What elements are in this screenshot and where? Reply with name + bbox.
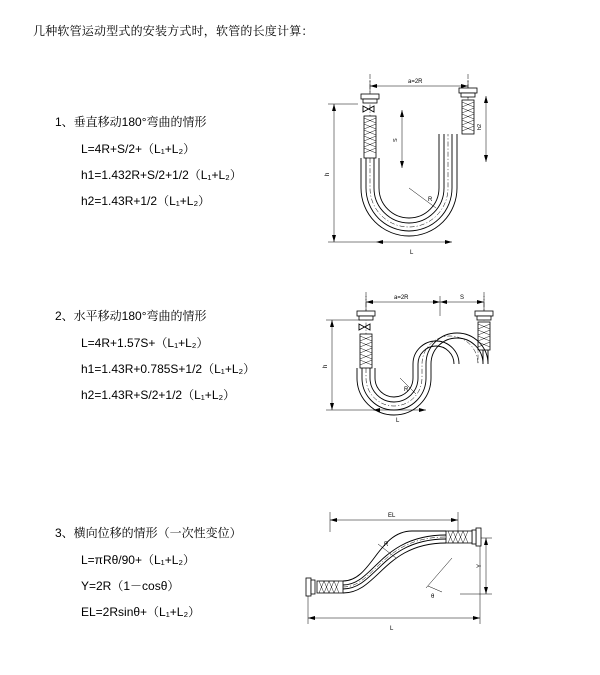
section-1-formula-1: L=4R+S/2+（L₁+L₂） <box>81 142 196 156</box>
figure-3-label-theta: θ <box>431 594 435 600</box>
figure-1-label-h: h <box>325 172 331 176</box>
figure-1-label-l: L <box>410 250 414 256</box>
figure-3-label-r: R <box>384 542 389 548</box>
section-1-formula-2: h1=1.432R+S/2+1/2（L₁+L₂） <box>81 168 242 182</box>
section-1-title: 1、垂直移动180°弯曲的情形 <box>55 115 207 129</box>
section-2-title: 2、水平移动180°弯曲的情形 <box>55 309 207 323</box>
figure-3-label-y: Y <box>477 563 483 568</box>
figure-2-label-h: h <box>323 364 329 368</box>
figure-2-label-r: R <box>404 387 409 393</box>
section-3-formula-2: Y=2R（1－cosθ） <box>81 579 180 593</box>
figure-1-label-h2: h2 <box>477 123 483 130</box>
figure-1-label-r: R <box>428 197 433 203</box>
page-heading: 几种软管运动型式的安装方式时，软管的长度计算： <box>33 24 314 38</box>
figure-3-label-l: L <box>390 626 394 632</box>
figure-2-label-a2r: a=2R <box>394 295 409 301</box>
figure-3-lateral-offset <box>300 502 500 642</box>
section-3-text <box>55 524 242 629</box>
section-2-formula-3: h2=1.43R+S/2+1/2（L₁+L₂） <box>81 388 236 402</box>
section-2-formula-2: h1=1.43R+0.785S+1/2（L₁+L₂） <box>81 362 256 376</box>
section-3-formula-1: L=πRθ/90+（L₁+L₂） <box>81 553 196 567</box>
figure-2-label-s: S <box>460 295 465 301</box>
figure-1-label-a2r: a=2R <box>408 79 423 85</box>
figure-2-horizontal-180-bend <box>318 286 498 456</box>
section-2-formula-1: L=4R+1.57S+（L₁+L₂） <box>81 336 209 350</box>
figure-3-label-el: EL <box>388 513 396 519</box>
section-2-text <box>55 307 255 412</box>
figure-1-label-s: S <box>393 138 399 142</box>
section-1-text <box>55 113 242 218</box>
section-3-formula-3: EL=2Rsinθ+（L₁+L₂） <box>81 605 201 619</box>
figure-2-label-l: L <box>396 418 400 424</box>
figure-1-vertical-180-bend <box>318 70 498 270</box>
section-1-formula-3: h2=1.43R+1/2（L₁+L₂） <box>81 194 211 208</box>
section-3-title: 3、横向位移的情形（一次性变位） <box>55 526 242 540</box>
